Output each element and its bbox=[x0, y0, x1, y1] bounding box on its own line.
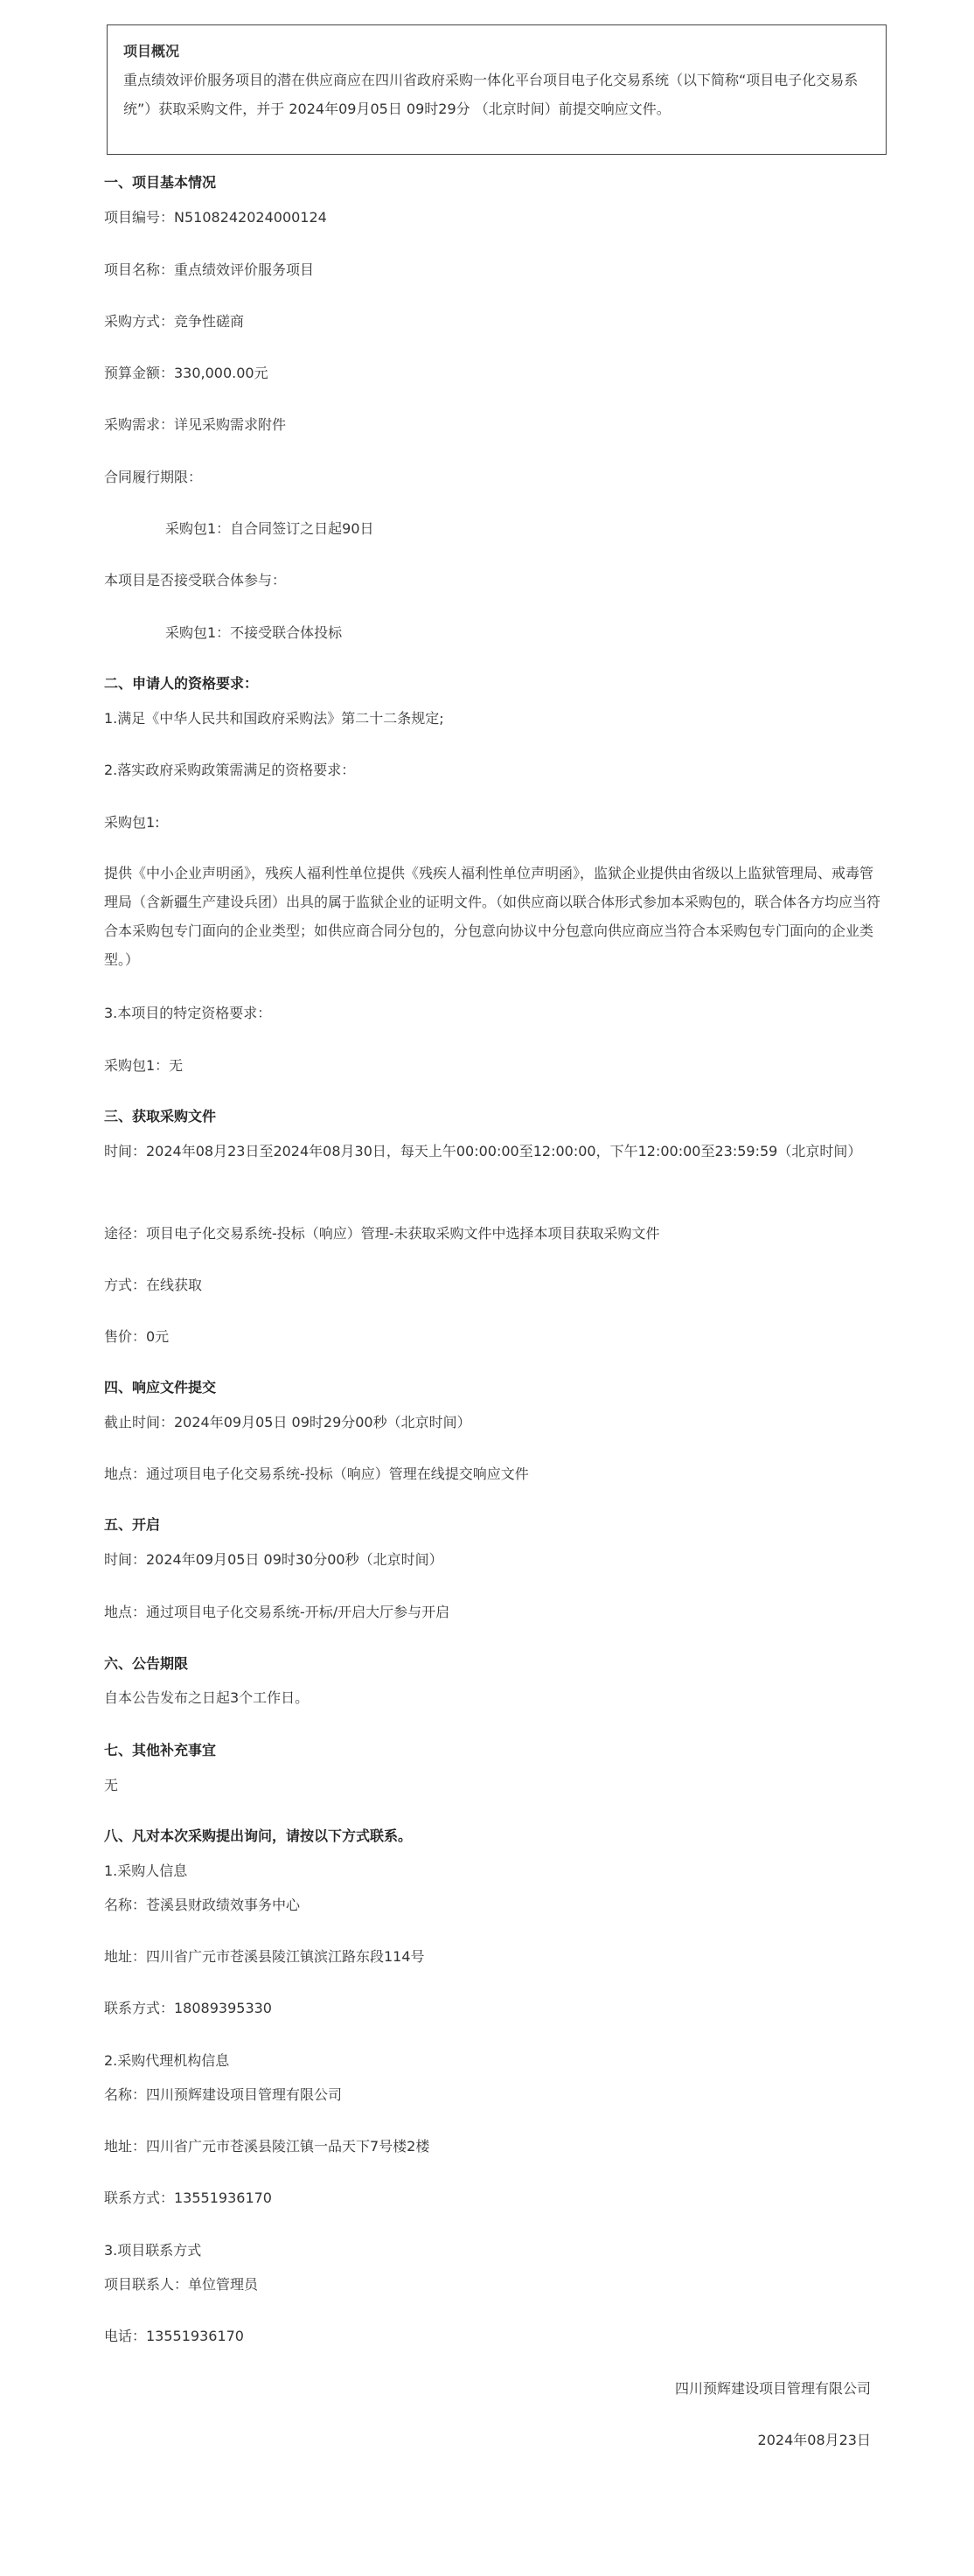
section-heading-notice-period: 六、公告期限 bbox=[104, 1655, 189, 1672]
agency-name: 名称：四川预辉建设项目管理有限公司 bbox=[104, 2086, 343, 2103]
project-name: 项目名称：重点绩效评价服务项目 bbox=[104, 261, 315, 278]
procurement-demand: 采购需求：详见采购需求附件 bbox=[104, 416, 287, 433]
agency-contact: 联系方式：13551936170 bbox=[104, 2190, 272, 2206]
policy-requirements-text: 提供《中小企业声明函》，残疾人福利性单位提供《残疾人福利性单位声明函》，监狱企业提供由省级以上监狱管理局、戒毒管理局（含新疆生产建设兵团）出具的属于监狱企业的证明文件。（如供应商以联合体形式参加本采购包的，联合体各方均应当符合本采购包专门面向的企业类型；如供应商合同分包的，分包意向协议中分包意向供应商应当符合本采购包专门面向的企业类型。） bbox=[104, 865, 881, 968]
qualification-req-2: 2.落实政府采购政策需满足的资格要求： bbox=[104, 762, 356, 778]
purchaser-name: 名称：苍溪县财政绩效事务中心 bbox=[104, 1897, 301, 1913]
agency-info-title: 2.采购代理机构信息 bbox=[104, 2052, 230, 2069]
obtain-time: 时间：2024年08月23日至2024年08月30日，每天上午00:00:00至12:00:00，下午12:00:00至23:59:59（北京时间） bbox=[104, 1143, 862, 1159]
qualification-req-1: 1.满足《中华人民共和国政府采购法》第二十二条规定; bbox=[104, 710, 444, 727]
section-heading-qualifications: 二、申请人的资格要求： bbox=[104, 675, 259, 692]
section-heading-basic-info: 一、项目基本情况 bbox=[104, 174, 217, 191]
consortium-item: 采购包1：不接受联合体投标 bbox=[165, 624, 343, 641]
submission-deadline: 截止时间：2024年09月05日 09时29分00秒（北京时间） bbox=[104, 1414, 471, 1431]
opening-time: 时间：2024年09月05日 09时30分00秒（北京时间） bbox=[104, 1551, 443, 1568]
overview-text: 重点绩效评价服务项目的潜在供应商应在四川省政府采购一体化平台项目电子化交易系统（以下简称“项目电子化交易系统”）获取采购文件，并于 2024年09月05日 09时29分 （北京时间）前提交响应文件。 bbox=[123, 72, 859, 117]
section-heading-opening: 五、开启 bbox=[104, 1516, 161, 1533]
qualification-package: 采购包1: bbox=[104, 814, 160, 831]
supplementary-text: 无 bbox=[104, 1777, 119, 1793]
section-heading-contact: 八、凡对本次采购提出询问，请按以下方式联系。 bbox=[104, 1828, 413, 1844]
document-price: 售价：0元 bbox=[104, 1328, 170, 1345]
procurement-method: 采购方式：竞争性磋商 bbox=[104, 313, 245, 330]
footer-date: 2024年08月23日 bbox=[757, 2432, 871, 2448]
qualification-req-3: 3.本项目的特定资格要求： bbox=[104, 1005, 272, 1021]
overview-title: 项目概况 bbox=[123, 43, 180, 59]
purchaser-address: 地址：四川省广元市苍溪县陵江镇滨江路东段114号 bbox=[104, 1948, 425, 1965]
project-contact-title: 3.项目联系方式 bbox=[104, 2242, 202, 2259]
notice-period-text: 自本公告发布之日起3个工作日。 bbox=[104, 1689, 310, 1706]
section-heading-submission: 四、响应文件提交 bbox=[104, 1379, 217, 1396]
specific-requirement: 采购包1：无 bbox=[104, 1057, 184, 1074]
section-heading-supplementary: 七、其他补充事宜 bbox=[104, 1742, 217, 1758]
project-contact-phone: 电话：13551936170 bbox=[104, 2328, 244, 2344]
project-contact-person: 项目联系人：单位管理员 bbox=[104, 2276, 259, 2293]
project-overview-box bbox=[107, 24, 887, 155]
contract-term-item: 采购包1：自合同签订之日起90日 bbox=[165, 520, 374, 537]
footer-company: 四川预辉建设项目管理有限公司 bbox=[674, 2380, 871, 2397]
submission-location: 地点：通过项目电子化交易系统-投标（响应）管理在线提交响应文件 bbox=[104, 1466, 529, 1482]
section-heading-obtain-documents: 三、获取采购文件 bbox=[104, 1108, 217, 1124]
project-number: 项目编号：N5108242024000124 bbox=[104, 209, 327, 226]
agency-address: 地址：四川省广元市苍溪县陵江镇一品天下7号楼2楼 bbox=[104, 2138, 430, 2155]
opening-location: 地点：通过项目电子化交易系统-开标/开启大厅参与开启 bbox=[104, 1604, 450, 1620]
budget-amount: 预算金额：330,000.00元 bbox=[104, 365, 268, 381]
obtain-way: 方式：在线获取 bbox=[104, 1277, 203, 1293]
obtain-channel: 途径：项目电子化交易系统-投标（响应）管理-未获取采购文件中选择本项目获取采购文件 bbox=[104, 1225, 660, 1242]
purchaser-info-title: 1.采购人信息 bbox=[104, 1862, 188, 1879]
consortium-label: 本项目是否接受联合体参与： bbox=[104, 572, 287, 588]
contract-term-label: 合同履行期限： bbox=[104, 469, 203, 485]
purchaser-contact: 联系方式：18089395330 bbox=[104, 2000, 272, 2016]
